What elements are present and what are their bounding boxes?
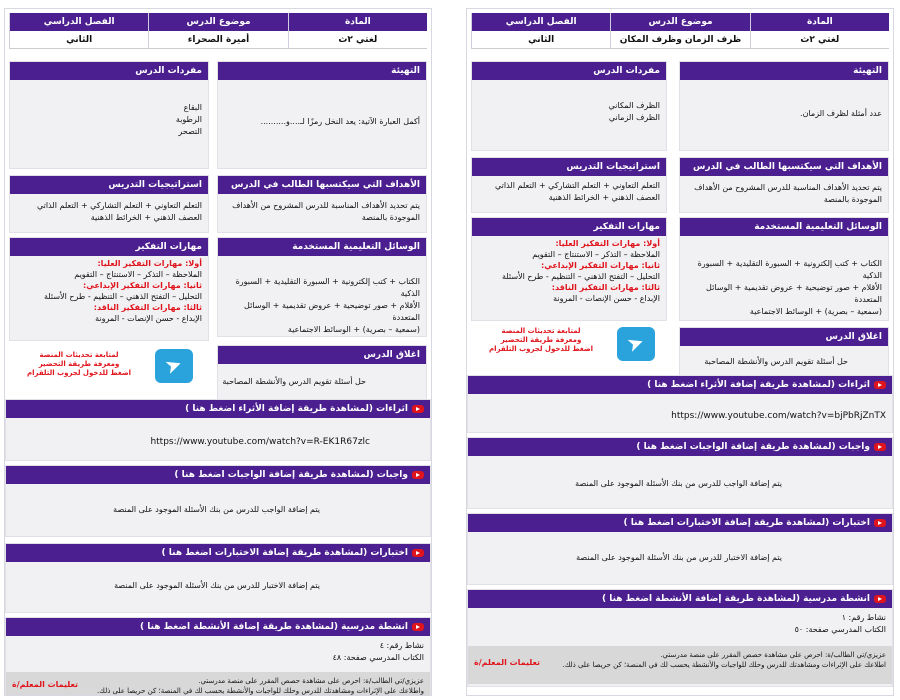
- thinking-heading-1: أولا: مهارات التفكير العليا:: [555, 239, 660, 248]
- vocabulary-section: [9, 61, 209, 169]
- tahyia-text: أكمل العبارة الآتية: يعد النخل رمزًا لـ....و..........: [260, 117, 420, 126]
- activities-section: [5, 617, 431, 696]
- strategies-line-1: التعلم التعاوني + التعلم التشاركي + التعلم الذاتي: [36, 201, 202, 210]
- closing-section: [217, 345, 427, 401]
- tahyia-section: [217, 61, 427, 169]
- enrichment-title[interactable]: اثراءات (لمشاهدة طريقة إضافة الأثراء اضغط هنا ): [185, 404, 408, 414]
- closing-title: اغلاق الدرس: [680, 328, 888, 346]
- homework-section: [5, 465, 431, 537]
- objectives-title: الأهداف التي سيكتسبها الطالب في الدرس: [218, 176, 426, 194]
- tests-text: يتم إضافة الاختبار للدرس من بنك الأسئلة الموجود على المنصة: [576, 553, 782, 562]
- objectives-section: [217, 175, 427, 233]
- vocab-item: البقاع: [183, 103, 202, 112]
- vocabulary-title: مفردات الدرس: [10, 62, 208, 80]
- aids-line-1: الكتاب + كتب إلكترونية + السبورة التقليدية + السبورة الذكية: [697, 259, 882, 280]
- promo-line-3: اضغط للدخول لجروب التلقرام: [26, 369, 132, 377]
- subject-label: المادة: [750, 13, 889, 31]
- term-label: الفصل الدراسي: [471, 13, 610, 31]
- notice-line-1: عزيزي/تي الطالب/ة: احرص على مشاهدة حصص المقرر على منصة مدرستي.: [660, 651, 886, 659]
- homework-section: [467, 437, 893, 509]
- tahyia-title: التهيئة: [680, 62, 888, 80]
- topic-value: ظرف الزمان وظرف المكان: [610, 31, 749, 49]
- thinking-text-1: الملاحظة – التذكر – الاستنتاج – التقويم: [532, 250, 660, 259]
- topic-label: موضوع الدرس: [610, 13, 749, 31]
- homework-title[interactable]: واجبات (لمشاهدة طريقة إضافة الواجبات اضغط هنا ): [636, 442, 870, 452]
- thinking-text-3: الإبداع - حسن الإنصات - المرونة: [553, 294, 660, 303]
- strategies-section: [471, 157, 667, 213]
- closing-text: حل أسئلة تقويم الدرس والأنشطة المصاحبة: [222, 377, 366, 386]
- activity-number: نشاط رقم: ٤: [379, 641, 424, 650]
- vocabulary-title: مفردات الدرس: [472, 62, 666, 80]
- thinking-skills-section: [471, 217, 667, 321]
- aids-line-1: الكتاب + كتب إلكترونية + السبورة التقليدية + السبورة الذكية: [235, 277, 420, 298]
- youtube-icon[interactable]: [412, 623, 424, 631]
- thinking-heading-1: أولا: مهارات التفكير العليا:: [97, 259, 202, 268]
- tests-title[interactable]: اختبارات (لمشاهدة طريقة إضافة الاختبارات اضغط هنا ): [161, 548, 408, 558]
- closing-section: [679, 327, 889, 377]
- subject-label: المادة: [288, 13, 427, 31]
- promo-line-2: ومعرفة طريقة التحضير: [500, 336, 582, 344]
- tests-section: [5, 543, 431, 613]
- aids-line-3: (سمعية – بصرية) + الوسائط الاجتماعية: [749, 307, 882, 316]
- enrichment-url[interactable]: https://www.youtube.com/watch?v=bjPbRjZnTX: [671, 411, 886, 421]
- strategies-line-1: التعلم التعاوني + التعلم التشاركي + التعلم الذاتي: [494, 181, 660, 190]
- notice-label: تعليمات المعلم/ة: [12, 680, 79, 689]
- thinking-heading-2: ثانيا: مهارات التفكير الإبداعي:: [83, 281, 202, 290]
- objectives-text: يتم تحديد الأهداف المناسبة للدرس المشروح من الأهداف الموجودة بالمنصة: [232, 201, 420, 222]
- header-table: [471, 13, 889, 49]
- promo-line-2: ومعرفة طريقة التحضير: [38, 360, 120, 368]
- tests-section: [467, 513, 893, 585]
- youtube-icon[interactable]: [412, 549, 424, 557]
- thinking-heading-2: ثانيا: مهارات التفكير الإبداعي:: [541, 261, 660, 270]
- enrichment-section: [5, 399, 431, 461]
- activities-title[interactable]: انشطة مدرسية (لمشاهدة طريقة إضافة الأنشطة اضغط هنا ): [139, 622, 408, 632]
- thinking-heading-3: ثالثا: مهارات التفكير الناقد:: [551, 283, 660, 292]
- youtube-icon[interactable]: [412, 405, 424, 413]
- teaching-aids-title: الوسائل التعليمية المستخدمة: [680, 218, 888, 236]
- objectives-title: الأهداف التي سيكتسبها الطالب في الدرس: [680, 158, 888, 176]
- teacher-notice: [468, 646, 892, 684]
- telegram-icon[interactable]: [155, 349, 193, 383]
- teaching-aids-section: [679, 217, 889, 321]
- vocabulary-section: [471, 61, 667, 151]
- teacher-notice: [6, 672, 430, 696]
- youtube-icon[interactable]: [874, 443, 886, 451]
- strategies-title: استراتيجيات التدريس: [10, 176, 208, 194]
- youtube-icon[interactable]: [874, 381, 886, 389]
- tahyia-section: [679, 61, 889, 151]
- tahyia-text: عدد أمثلة لظرف الزمان.: [800, 109, 882, 118]
- aids-line-2: الأقلام + صور توضيحية + عروض تقديمية + الوسائل المتعددة: [244, 301, 420, 322]
- enrichment-section: [467, 375, 893, 433]
- tests-title[interactable]: اختبارات (لمشاهدة طريقة إضافة الاختبارات اضغط هنا ): [623, 518, 870, 528]
- activities-title[interactable]: انشطة مدرسية (لمشاهدة طريقة إضافة الأنشطة اضغط هنا ): [601, 594, 870, 604]
- strategies-title: استراتيجيات التدريس: [472, 158, 666, 176]
- promo-line-1: لمتابعة تحديثات المنصة: [501, 327, 581, 335]
- notice-label: تعليمات المعلم/ة: [474, 658, 541, 667]
- aids-line-3: (سمعية – بصرية) + الوسائط الاجتماعية: [287, 325, 420, 334]
- topic-value: أميرة الصحراء: [148, 31, 287, 49]
- teaching-aids-section: [217, 237, 427, 337]
- subject-value: لغتي ٢ث: [750, 31, 889, 49]
- enrichment-title[interactable]: اثراءات (لمشاهدة طريقة إضافة الأثراء اضغط هنا ): [647, 380, 870, 390]
- notice-line-2: واطلاعك على الإثراءات ومشاهدتك للدرس وحلك للواجبات والأنشطة يحسب لك في المنصة؛ كن حريصا على ذلك.: [96, 687, 424, 695]
- subject-value: لغتي ٢ث: [288, 31, 427, 49]
- strategies-section: [9, 175, 209, 233]
- vocab-item: الظرف الزماني: [608, 113, 660, 122]
- thinking-title: مهارات التفكير: [10, 238, 208, 256]
- tahyia-title: التهيئة: [218, 62, 426, 80]
- objectives-text: يتم تحديد الأهداف المناسبة للدرس المشروح من الأهداف الموجودة بالمنصة: [694, 183, 882, 204]
- homework-text: يتم إضافة الواجب للدرس من بنك الأسئلة الموجود على المنصة: [113, 505, 320, 514]
- strategies-line-2: العصف الذهني + الخرائط الذهنية: [548, 193, 660, 202]
- telegram-promo[interactable]: [19, 351, 139, 378]
- strategies-line-2: العصف الذهني + الخرائط الذهنية: [90, 213, 202, 222]
- thinking-text-2: التحليل – التفتح الذهني – التنظيم - طرح الأسئلة: [501, 272, 660, 281]
- activity-number: نشاط رقم: ١: [841, 613, 886, 622]
- lesson-plan-page-1: [4, 8, 432, 696]
- thinking-text-3: الإبداع - حسن الإنصات - المرونة: [95, 314, 202, 323]
- objectives-section: [679, 157, 889, 213]
- header-table: [9, 13, 427, 49]
- activity-page: الكتاب المدرسي صفحة: ٥٠: [794, 625, 886, 634]
- vocab-item: التصحر: [178, 127, 202, 136]
- activity-page: الكتاب المدرسي صفحة: ٤٨: [332, 653, 424, 662]
- thinking-skills-section: [9, 237, 209, 341]
- vocab-item: الظرف المكاني: [608, 101, 660, 110]
- aids-line-2: الأقلام + صور توضيحية + عروض تقديمية + الوسائل المتعددة: [706, 283, 882, 304]
- homework-title[interactable]: واجبات (لمشاهدة طريقة إضافة الواجبات اضغط هنا ): [174, 470, 408, 480]
- term-value: الثاني: [471, 31, 610, 49]
- tests-text: يتم إضافة الاختبار للدرس من بنك الأسئلة الموجود على المنصة: [114, 581, 320, 590]
- notice-line-1: عزيزي/تي الطالب/ة: احرص على مشاهدة حصص المقرر على منصة مدرستي.: [198, 677, 424, 685]
- thinking-title: مهارات التفكير: [472, 218, 666, 236]
- topic-label: موضوع الدرس: [148, 13, 287, 31]
- youtube-icon[interactable]: [874, 595, 886, 603]
- term-value: الثاني: [9, 31, 148, 49]
- promo-line-3: اضغط للدخول لجروب التلقرام: [488, 345, 594, 353]
- youtube-icon[interactable]: [874, 519, 886, 527]
- telegram-promo[interactable]: [481, 327, 601, 354]
- thinking-text-2: التحليل – التفتح الذهني – التنظيم - طرح الأسئلة: [43, 292, 202, 301]
- telegram-icon[interactable]: [617, 327, 655, 361]
- thinking-text-1: الملاحظة – التذكر – الاستنتاج – التقويم: [74, 270, 202, 279]
- term-label: الفصل الدراسي: [9, 13, 148, 31]
- teaching-aids-title: الوسائل التعليمية المستخدمة: [218, 238, 426, 256]
- homework-text: يتم إضافة الواجب للدرس من بنك الأسئلة الموجود على المنصة: [575, 479, 782, 488]
- vocab-item: الرطوبة: [175, 115, 202, 124]
- thinking-heading-3: ثالثا: مهارات التفكير الناقد:: [93, 303, 202, 312]
- youtube-icon[interactable]: [412, 471, 424, 479]
- lesson-plan-page-2: [466, 8, 894, 696]
- activities-section: [467, 589, 893, 687]
- closing-text: حل أسئلة تقويم الدرس والأنشطة المصاحبة: [704, 357, 848, 366]
- closing-title: اغلاق الدرس: [218, 346, 426, 364]
- promo-line-1: لمتابعة تحديثات المنصة: [39, 351, 119, 359]
- notice-line-2: اطلاعك على الإثراءات ومشاهدتك للدرس وحلك للواجبات والأنشطة يحسب لك في المنصة؛ كن حريصا على ذلك.: [562, 661, 886, 669]
- enrichment-url[interactable]: https://www.youtube.com/watch?v=R-EK1R67zlc: [150, 437, 370, 447]
